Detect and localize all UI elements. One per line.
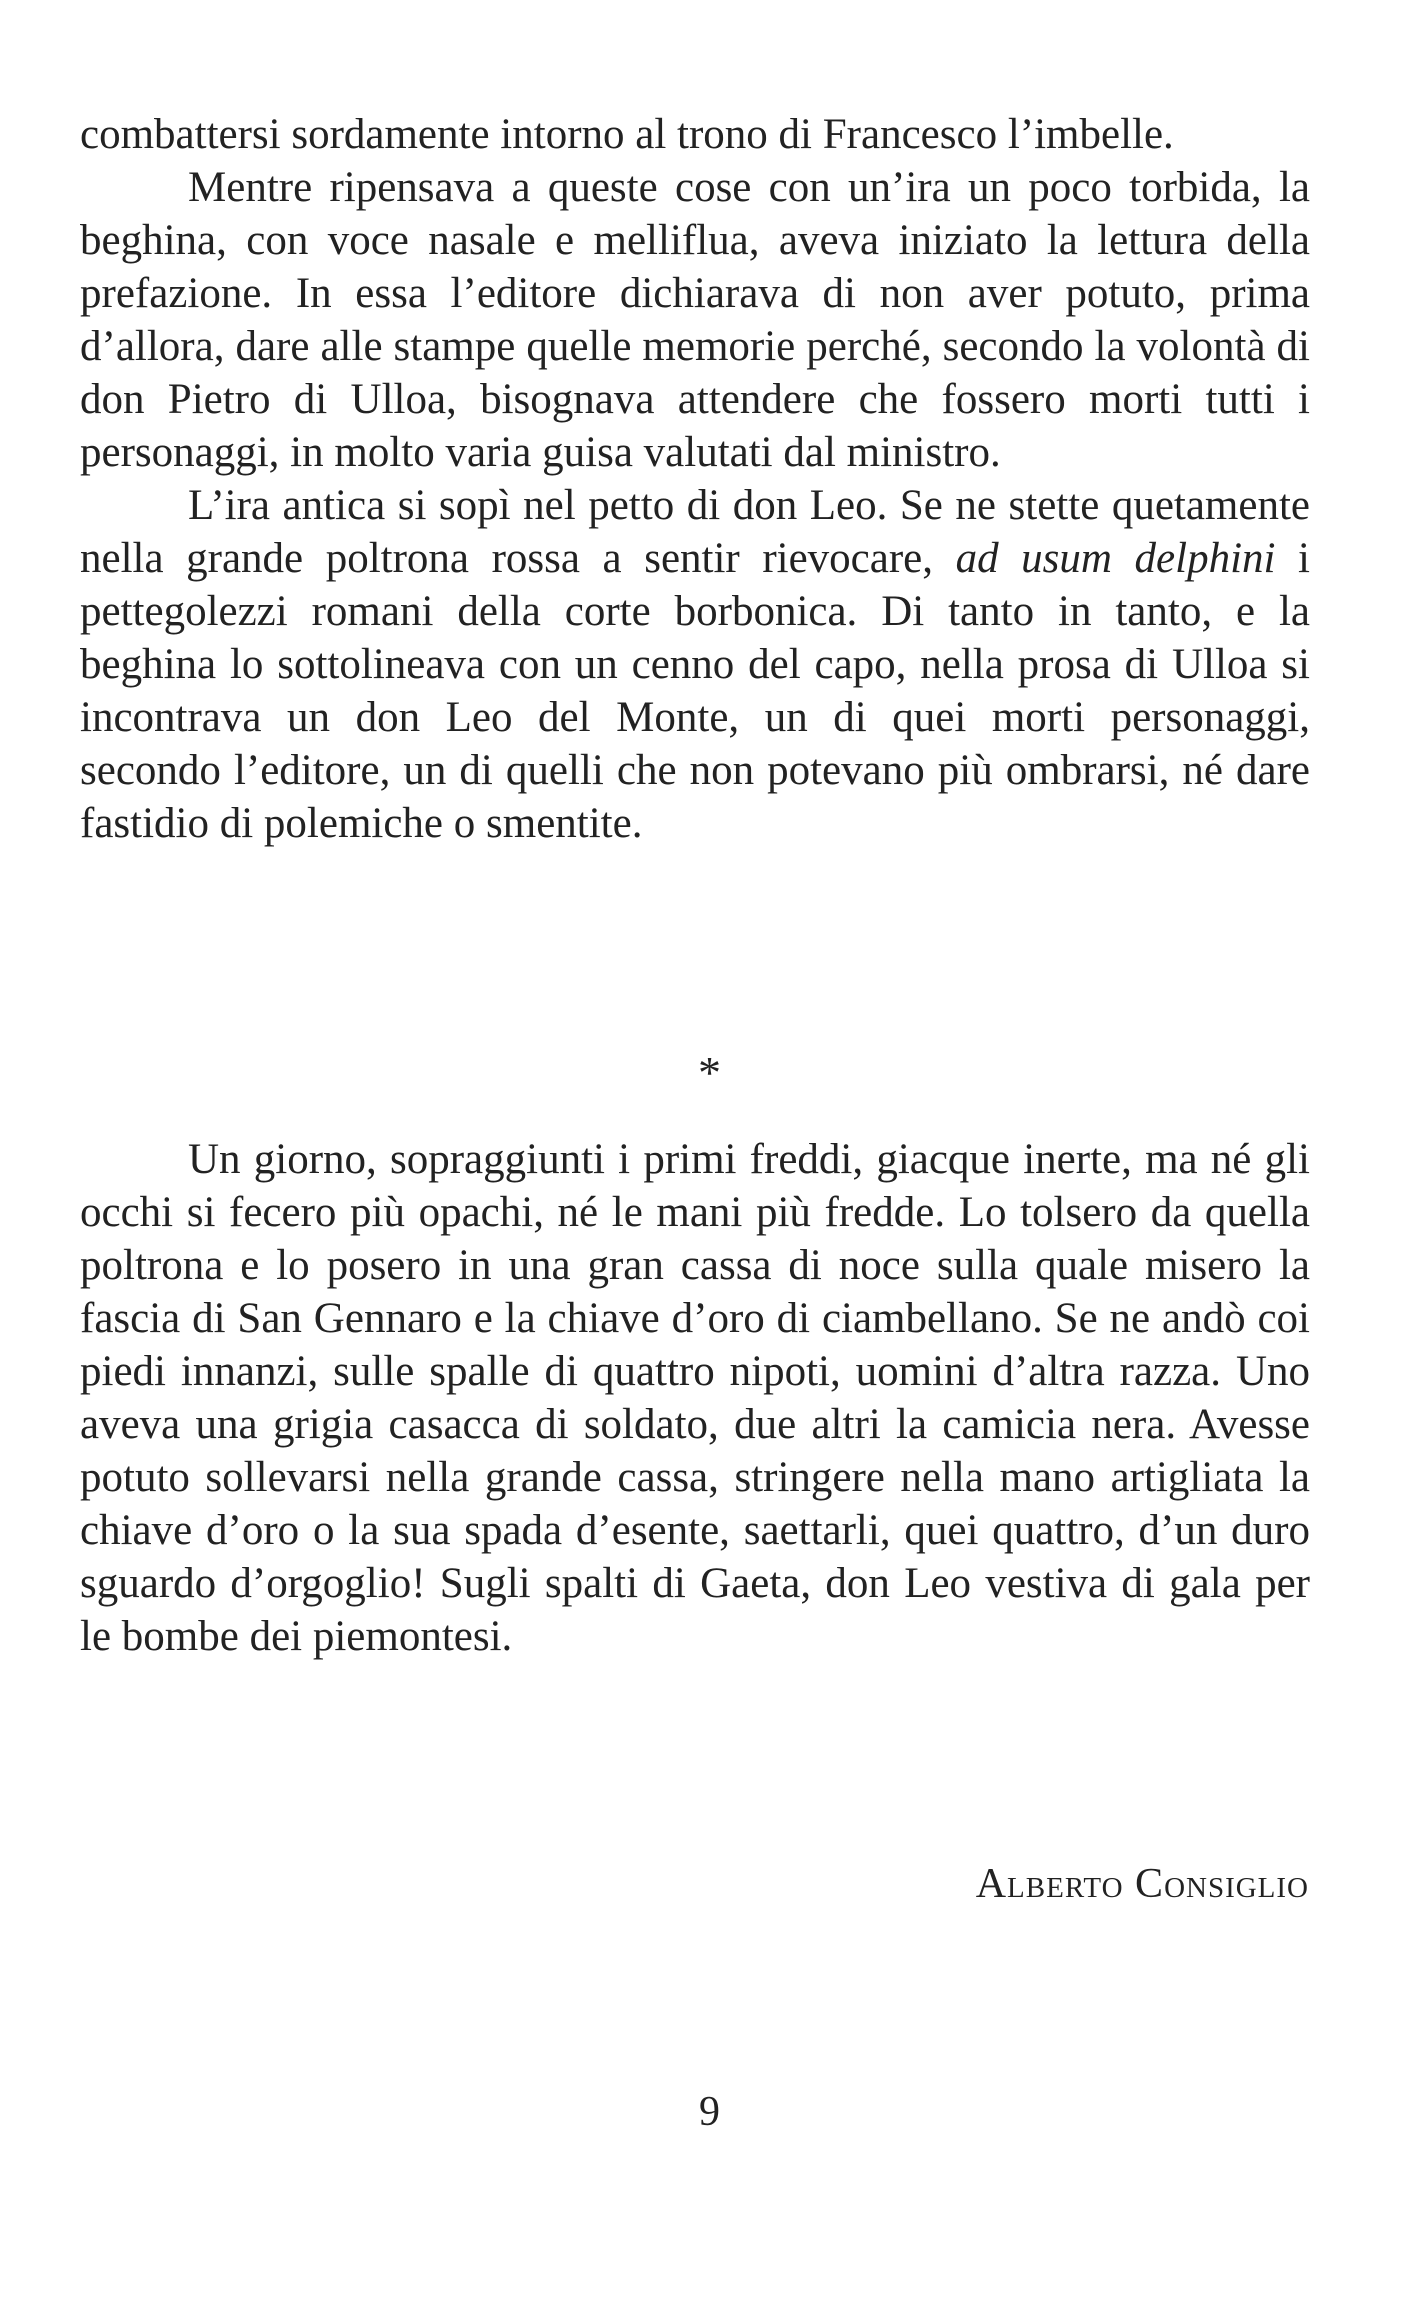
paragraph-4: Un giorno, sopraggiunti i primi freddi, giacque inerte, ma né gli occhi si fecero più opachi, né le mani più fredde. Lo tolsero da quella poltrona e lo posero in una gran cassa di noce sulla quale misero la fascia di San Gennaro e la chiave d’oro di ciambellano. Se ne andò coi piedi innanzi, sulle spalle di quattro nipoti, uomini d’altra razza. Uno aveva una grigia casacca di soldato, due altri la camicia nera. Avesse potuto sollevarsi nella grande cassa, stringere nella mano artigliata la chiave d’oro o la sua spada d’esente, saettarli, quei quattro, d’un duro sguardo d’orgoglio! Sugli spalti di Gaeta, don Leo vestiva di gala per le bombe dei piemontesi. <box>80 1136 1310 1660</box>
paragraph-3-part-1: L’ira antica si sopì nel petto di don Leo. Se ne stette quetamente nella grande poltrona rossa a sentir rievocare, <box>80 482 1310 582</box>
paragraph-3-part-2: i pettegolezzi romani della corte borbonica. Di tanto in tanto, e la beghina lo sottolineava con un cenno del capo, nella prosa di Ulloa si incontrava un don Leo del Monte, un di quei morti personaggi, secondo l’editore, un di quelli che non potevano più ombrarsi, né dare fastidio di polemiche o smentite. <box>80 535 1310 847</box>
page-number: 9 <box>699 2089 720 2135</box>
paragraph-2: Mentre ripensava a queste cose con un’ira un poco torbida, la beghina, con voce nasale e melliflua, aveva iniziato la lettura della prefazione. In essa l’editore dichiarava di non aver potuto, prima d’allora, dare alle stampe quelle memorie perché, secondo la volontà di don Pietro di Ulloa, bisognava attendere che fossero morti tutti i personaggi, in molto varia guisa valutati dal ministro. <box>80 164 1310 476</box>
text-block-bottom <box>80 1133 1310 1663</box>
text-block-top <box>80 108 1310 850</box>
paragraph-1: combattersi sordamente intorno al trono di Francesco l’imbelle. <box>80 111 1174 158</box>
author-signature: Alberto Consiglio <box>975 1861 1309 1907</box>
paragraph-3 <box>80 479 1310 850</box>
latin-phrase: ad usum delphini <box>955 535 1276 582</box>
section-separator: * <box>698 1047 721 1098</box>
